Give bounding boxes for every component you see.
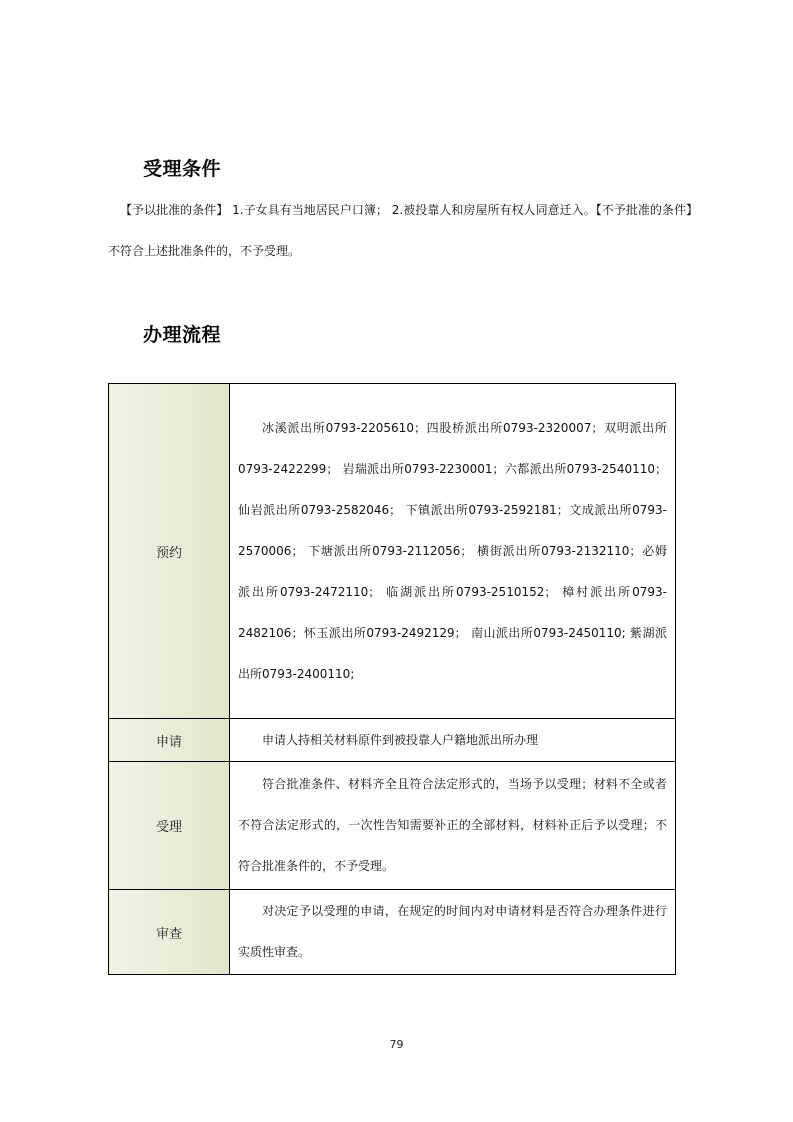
stage-label: 预约 [109, 384, 230, 719]
stage-description: 符合批准条件、材料齐全且符合法定形式的，当场予以受理；材料不全或者不符合法定形式的，一次性告知需要补正的全部材料，材料补正后予以受理；不符合批准条件的，不予受理。 [230, 762, 676, 890]
table-row [109, 384, 676, 719]
stage-label: 受理 [109, 762, 230, 890]
process-table [108, 383, 676, 975]
table-row [109, 762, 676, 890]
stage-description: 冰溪派出所0793-2205610；四股桥派出所0793-2320007；双明派出所0793-2422299； 岩瑞派出所0793-2230001；六都派出所0793-2540110； 仙岩派出所0793-2582046； 下镇派出所0793-2592181；文成派出所0793-2570006； 下塘派出所0793-2112056； 横街派出所0793-2132110；必姆派出所0793-2472110； 临湖派出所0793-2510152； 樟村派出所0793-2482106；怀玉派出所0793-2492129； 南山派出所0793-2450110; 紫湖派出所0793-2400110; [230, 384, 676, 719]
stage-description: 申请人持相关材料原件到被投靠人户籍地派出所办理 [230, 719, 676, 762]
table-row [109, 890, 676, 975]
section-heading-conditions: 受理条件 [143, 158, 222, 180]
stage-label: 审查 [109, 890, 230, 975]
stage-description: 对决定予以受理的申请，在规定的时间内对申请材料是否符合办理条件进行实质性审查。 [230, 890, 676, 975]
section-heading-process: 办理流程 [143, 324, 222, 346]
conditions-paragraph: 【予以批准的条件】 1.子女具有当地居民户口簿； 2.被投靠人和房屋所有权人同意迁入。【不予批准的条件】 不符合上述批准条件的，不予受理。 [108, 203, 698, 258]
table-row [109, 719, 676, 762]
page-number: 79 [389, 1038, 404, 1051]
stage-label: 申请 [109, 719, 230, 762]
